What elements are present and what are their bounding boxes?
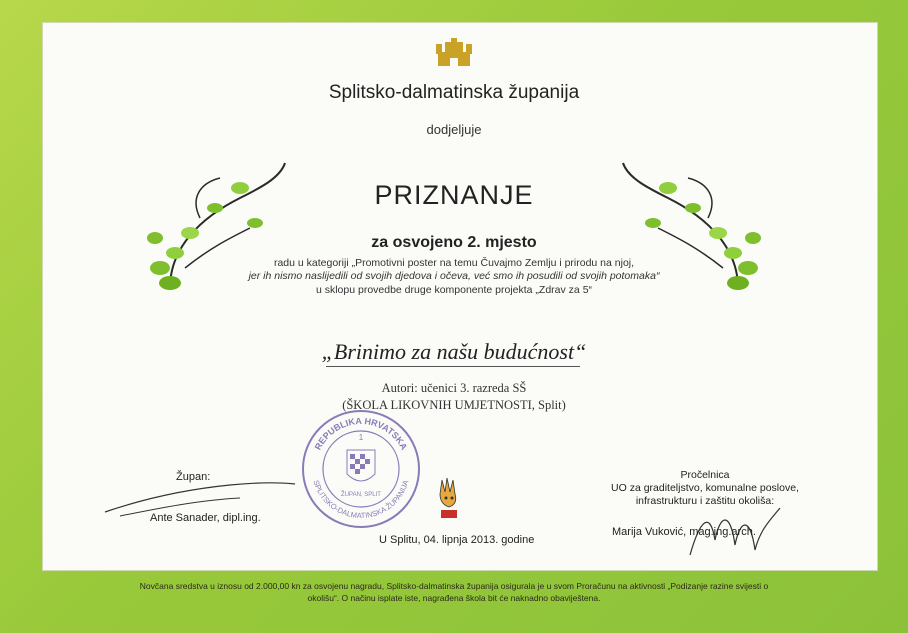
right-role-line-2: UO za graditeljstvo, komunalne poslove, xyxy=(611,482,799,494)
seal-top-text: REPUBLIKA HRVATSKA xyxy=(312,415,410,452)
school-name: (ŠKOLA LIKOVNIH UMJETNOSTI, Split) xyxy=(342,398,566,412)
description-line-1: radu u kategoriji „Promotivni poster na temu Čuvajmo Zemlju i prirodu na njoj, xyxy=(273,257,635,269)
work-title-underline xyxy=(326,366,580,367)
date-place: U Splitu, 04. lipnja 2013. godine xyxy=(379,534,535,546)
work-title: „Brinimo za našu budućnost“ xyxy=(321,339,587,364)
left-signature-name: Ante Sanader, dipl.ing. xyxy=(150,512,261,524)
authors: Autori: učenici 3. razreda SŠ xyxy=(381,381,527,395)
seal-inner-text: ŽUPAN, SPLIT xyxy=(341,492,381,498)
description-line-3: u sklopu provedbe druge komponente projekta „Zdrav za 5“ xyxy=(315,284,593,296)
left-signature-role: Župan: xyxy=(176,471,211,483)
footer-note xyxy=(60,580,848,604)
seal-bottom-text: SPLITSKO-DALMATINSKA ŽUPANIJA xyxy=(311,479,411,521)
crown-emblem-icon xyxy=(434,36,474,70)
right-role-line-3: infrastrukturu i zaštitu okoliša: xyxy=(635,495,775,507)
coat-of-arms-icon xyxy=(347,450,375,481)
footer-line-1: Novčana sredstva u iznosu od 2.000,00 kn za osvojenu nagradu, Splitsko-dalmatinska županija osigurala je u svom Proračunu na aktivnosti „Podizanje razine svijesti o xyxy=(139,581,769,591)
awards-verb: dodjeljuje xyxy=(426,122,482,137)
seal-number: 1 xyxy=(358,433,364,442)
issuer-name: Splitsko-dalmatinska županija xyxy=(328,82,580,103)
right-role-line-1: Pročelnica xyxy=(680,469,730,481)
description-line-2: jer ih nismo naslijedili od svojih djedova i očeva, već smo ih posudili od svojih potomaka“ xyxy=(248,270,660,282)
mascot-logo-icon xyxy=(432,474,466,520)
footer-line-2: okolišu“. O načinu isplate iste, nagrađena škola bit će naknadno obaviještena. xyxy=(307,593,601,603)
right-signature-name: Marija Vuković, mag.ing.arch. xyxy=(612,526,756,538)
place-awarded: za osvojeno 2. mjesto xyxy=(371,234,537,251)
certificate-title: PRIZNANJE xyxy=(374,180,534,210)
official-stamp-icon xyxy=(300,408,422,530)
